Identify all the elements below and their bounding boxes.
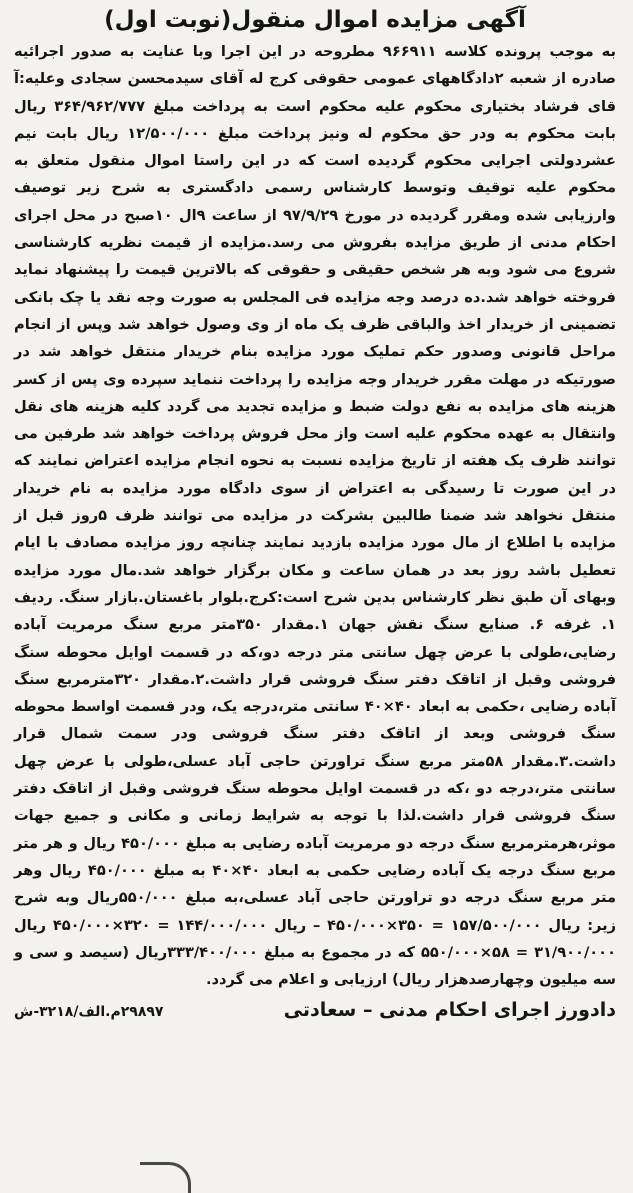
- auction-notice: [4, 2, 626, 1188]
- signature: دادورز اجرای احکام مدنی – سعادتی: [283, 999, 616, 1022]
- notice-body: به موجب پرونده کلاسه ۹۶۶۹۱۱ مطروحه در این اجرا وبا عنایت به صدور اجرائیه صادره از شعبه ۲دادگاههای عمومی حقوقی کرج له آقای سیدمحسن سجادی وعلیه:آ قای فرشاد بختیاری محکوم علیه محکوم است به پرداخت مبلغ ۳۶۴/۹۶۲/۷۷۷ ریال بابت محکوم به ودر حق محکوم له ونیز پرداخت مبلغ ۱۲/۵۰۰/۰۰۰ ریال بابت نیم عشردولتی اجرایی محکوم گردیده است که در این راستا اموال منقول متعلق به محکوم علیه توقیف وتوسط کارشناس رسمی دادگستری به شرح زیر توصیف وارزیابی شده ومقرر گردیده در مورخ ۹۷/۹/۲۹ از ساعت ۹ال ۱۰صبح در محل اجرای احکام مدنی از طریق مزایده بفروش می رسد.مزایده از قیمت نظریه کارشناسی شروع می شود وبه هر شخص حقیقی و حقوقی که بالاترین قیمت را پیشنهاد نماید فروخته خواهد شد.ده درصد وجه مزایده فی المجلس به صورت وجه نقد یا چک بانکی تضمینی از خریدار اخذ والباقی ظرف یک ماه از وی وصول خواهد شد وپس از انجام مراحل قانونی وصدور حکم تملیک مورد مزایده بنام خریدار منتقل خواهد شد در صورتیکه در مهلت مقرر خریدار وجه مزایده را پرداخت ننماید سپرده وی پس از کسر هزینه های مزایده به نفع دولت ضبط و مزایده تجدید می گردد کلیه هزینه های نقل وانتقال به عهده محکوم علیه است واز محل فروش پرداخت خواهد شد طرفین می توانند ظرف یک هفته از تاریخ مزایده نسبت به نحوه انجام مزایده اعتراض نمایند که در این صورت تا رسیدگی به اعتراض از سوی دادگاه مورد مزایده به نام خریدار منتقل نخواهد شد ضمنا طالبین بشرکت در مزایده می توانند ظرف ۵روز قبل از مزایده با اطلاع از مال مورد مزایده بازدید نمایند چنانچه روز مزایده مصادف با ایام تعطیل باشد روز بعد در همان ساعت و مکان برگزار خواهد شد.مال مورد مزایده وبهای آن طبق نظر کارشناس بدین شرح است:کرج.بلوار باغستان.بازار سنگ. ردیف ۱. غرفه ۶. صنایع سنگ نقش جهان ۱.مقدار ۳۵۰متر مربع سنگ مرمریت آباده رضایی،طولی با عرض چهل سانتی متر درجه دو،که در قسمت اوایل محوطه سنگ فروشی وقبل از اتاقک دفتر سنگ فروشی قرار داشت.۲.مقدار ۳۲۰مترمربع سنگ آباده رضایی ،حکمی به ابعاد ۴۰×۴۰ سانتی متر،درجه یک، ودر قسمت اواسط محوطه سنگ فروشی وبعد از اتاقک دفتر سنگ فروشی ودر سمت شمال قرار داشت.۳.مقدار ۵۸متر مربع سنگ تراورتن حاجی آباد عسلی،طولی با عرض چهل سانتی متر،درجه دو ،که در قسمت اوایل محوطه سنگ فروشی وقبل از اتاقک دفتر سنگ فروشی قرار داشت.لذا با توجه به شرایط زمانی و مکانی و جمیع جهات موثر،هرمترمربع سنگ درجه دو مرمریت آباده رضایی به مبلغ ۴۵۰/۰۰۰ ریال و هر متر مربع سنگ درجه یک آباده رضایی حکمی به ابعاد ۴۰×۴۰ به مبلغ ۴۵۰/۰۰۰ ریال وهر متر مربع سنگ درجه دو تراورتن حاجی آباد عسلی،به مبلغ ۵۵۰/۰۰۰ریال وبه شرح زیر: ریال ۱۵۷/۵۰۰/۰۰۰ = ۳۵۰×۴۵۰/۰۰۰ – ریال ۱۴۴/۰۰۰/۰۰۰ = ۳۲۰×۴۵۰/۰۰۰ ریال ۳۱/۹۰۰/۰۰۰ = ۵۸×۵۵۰/۰۰۰ که در مجموع به مبلغ ۳۳۳/۴۰۰/۰۰۰ریال (سیصد و سی و سه میلیون وچهارصدهزار ریال) ارزیابی و اعلام می گردد.: [14, 43, 617, 989]
- notice-footer: [14, 995, 616, 1027]
- reference-code: ۲۹۸۹۷م.الف/۳۲۱۸-ش: [14, 1004, 164, 1021]
- handwritten-mark: [140, 1162, 191, 1193]
- notice-title: آگهی مزایده اموال منقول(نوبت اول): [104, 7, 526, 33]
